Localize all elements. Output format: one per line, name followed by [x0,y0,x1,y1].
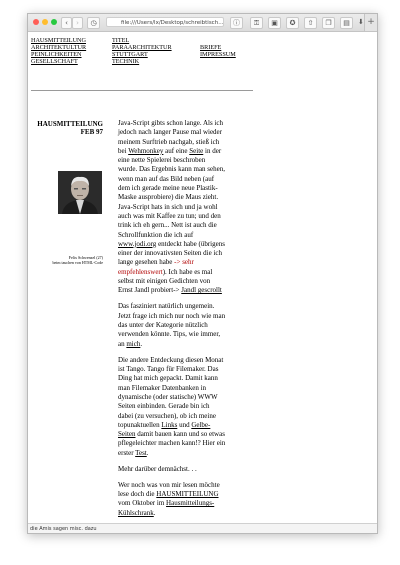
caption-line-1: Felix Schwenzel (27) [68,255,103,260]
link-seite[interactable]: Seite [189,146,204,155]
link-jandl-gescrollt[interactable]: Jandl gescrollt [181,286,222,295]
browser-window [27,13,378,534]
share-icon[interactable]: ⇧ [304,17,317,29]
download-icon[interactable]: ⬇ [358,18,364,26]
reader-icon[interactable]: ⓘ [230,17,243,29]
page-content [28,32,377,522]
nav-link-titel[interactable]: TITEL [112,37,130,44]
link-gelbe-seiten[interactable]: Gelbe-Seiten [118,420,211,439]
divider [31,90,253,91]
link-jodi[interactable]: www.jodi.org [118,239,157,248]
url-text: file:///Users/lx/Desktop/schreibtisch... [121,20,224,26]
title-line-1: HAUSMITTEILUNG [37,120,103,128]
paragraph-5: Wer noch was von mir lesen möchte lese doch die HAUSMITTEILUNG vom Oktober im Hausmitteilungs-Kühlschrank. [118,480,220,517]
forward-button[interactable]: › [72,17,83,29]
adblock-icon[interactable]: ▣ [268,17,281,29]
article-body [118,119,226,522]
nav-link-impressum[interactable]: IMPRESSUM [200,51,236,58]
caption-line-2: beim tauchen von HTML-Code [52,260,103,265]
nav-link-hausmitteilung[interactable]: HAUSMITTEILUNG [31,37,86,44]
minimize-window-button[interactable] [42,19,48,25]
nav-column-2 [112,37,172,65]
title-line-2: FEB 97 [80,128,103,136]
status-bar [28,523,377,533]
close-window-button[interactable] [33,19,39,25]
paragraph-3: Die andere Entdeckung diesen Monat ist Tango. Tango für Filemaker. Das Ding hat mich gepackt. Damit kann man Filemaker Datenbanken in dynamische (oder statische) WWW Seiten einbinden. Gerade bin ich dabei (zu versuchen), ob ich meine topunaktuellen Links und Gelbe-Seiten damit bauen kann und so etwas pflegeleichter machen kann!? Hier ein erster Test. [118,355,226,457]
nav-column-3 [200,44,236,58]
link-wehmonkey[interactable]: Wehmonkey [128,146,164,155]
link-links[interactable]: Links [161,420,178,429]
author-photo[interactable] [58,171,102,214]
link-kuehlschrank[interactable]: Hausmitteilungs-Kühlschrank [118,499,215,517]
nav-link-stuttgart[interactable]: STUTTGART [112,51,148,58]
nav-link-briefe[interactable]: BRIEFE [200,44,222,51]
status-text: die Amis sagen misc. dazu [30,526,97,532]
paragraph-2: Das fasziniert natürlich ungemein. Jetzt frage ich mich nur noch wie man das unter der Kategorie nützlich verwenden könnte. Tips, wie immer, an mich. [118,302,226,348]
link-mich[interactable]: mich [126,339,141,348]
photo-caption [31,255,103,265]
browser-toolbar [28,14,377,32]
new-tab-button[interactable]: + [364,14,377,31]
tabs-icon[interactable]: ❐ [322,17,335,29]
nav-link-architektultur[interactable]: ARCHITEKTULTUR [31,44,87,51]
paragraph-1: Java-Script gibts schon lange. Als ich jedoch nach langer Pause mal wieder meinem Surftrieb nachgab, stieß ich bei Wehmonkey auf eine Seite in der eine nette Spielerei beschroben wurde. Das Ergebnis kann man sehen, wenn man auf das Bild neben (auf dem ich gerade meine neue Plastik-Maske ausprobiere) die Maus zieht. Java-Script hats in sich und ja wohl auch was mit Kaffee zu tun; und den trink ich eh gern... Nett ist auch die Schrollfunktion die ich auf www.jodi.org entdeckt habe (übrigens einer der innovativsten Seiten die ich lange gesehen habe -> sehr empfehlenswert). Ich habe es mal selbst mit einigen Gedichten von Ernst Jandl probiert-> Jandl gescrollt [118,119,225,295]
nav-link-gesellschaft[interactable]: GESELLSCHAFT [31,58,78,65]
extension-icon[interactable]: ⚿ [250,17,263,29]
recommendation-text: -> sehr empfehlenswert [118,258,194,276]
back-button[interactable]: ‹ [61,17,72,29]
nav-column-1 [31,37,86,65]
history-icon[interactable]: ◷ [87,17,100,29]
maximize-window-button[interactable] [51,19,57,25]
paragraph-4: Mehr darüber demnächst. . . [118,464,197,473]
link-hausmitteilung[interactable]: HAUSMITTEILUNG [156,490,219,499]
sidebar-icon[interactable]: ▤ [340,17,353,29]
address-bar[interactable] [106,17,224,27]
nav-link-technik[interactable]: TECHNIK [112,58,140,65]
link-test[interactable]: Test [135,448,147,457]
nav-link-peinlichkeiten[interactable]: PEINLICHKEITEN [31,51,82,58]
nav-link-paraarchitektur[interactable]: PARAARCHITEKTUR [112,44,172,51]
compass-icon[interactable]: ✪ [286,17,299,29]
page-title [31,120,103,136]
